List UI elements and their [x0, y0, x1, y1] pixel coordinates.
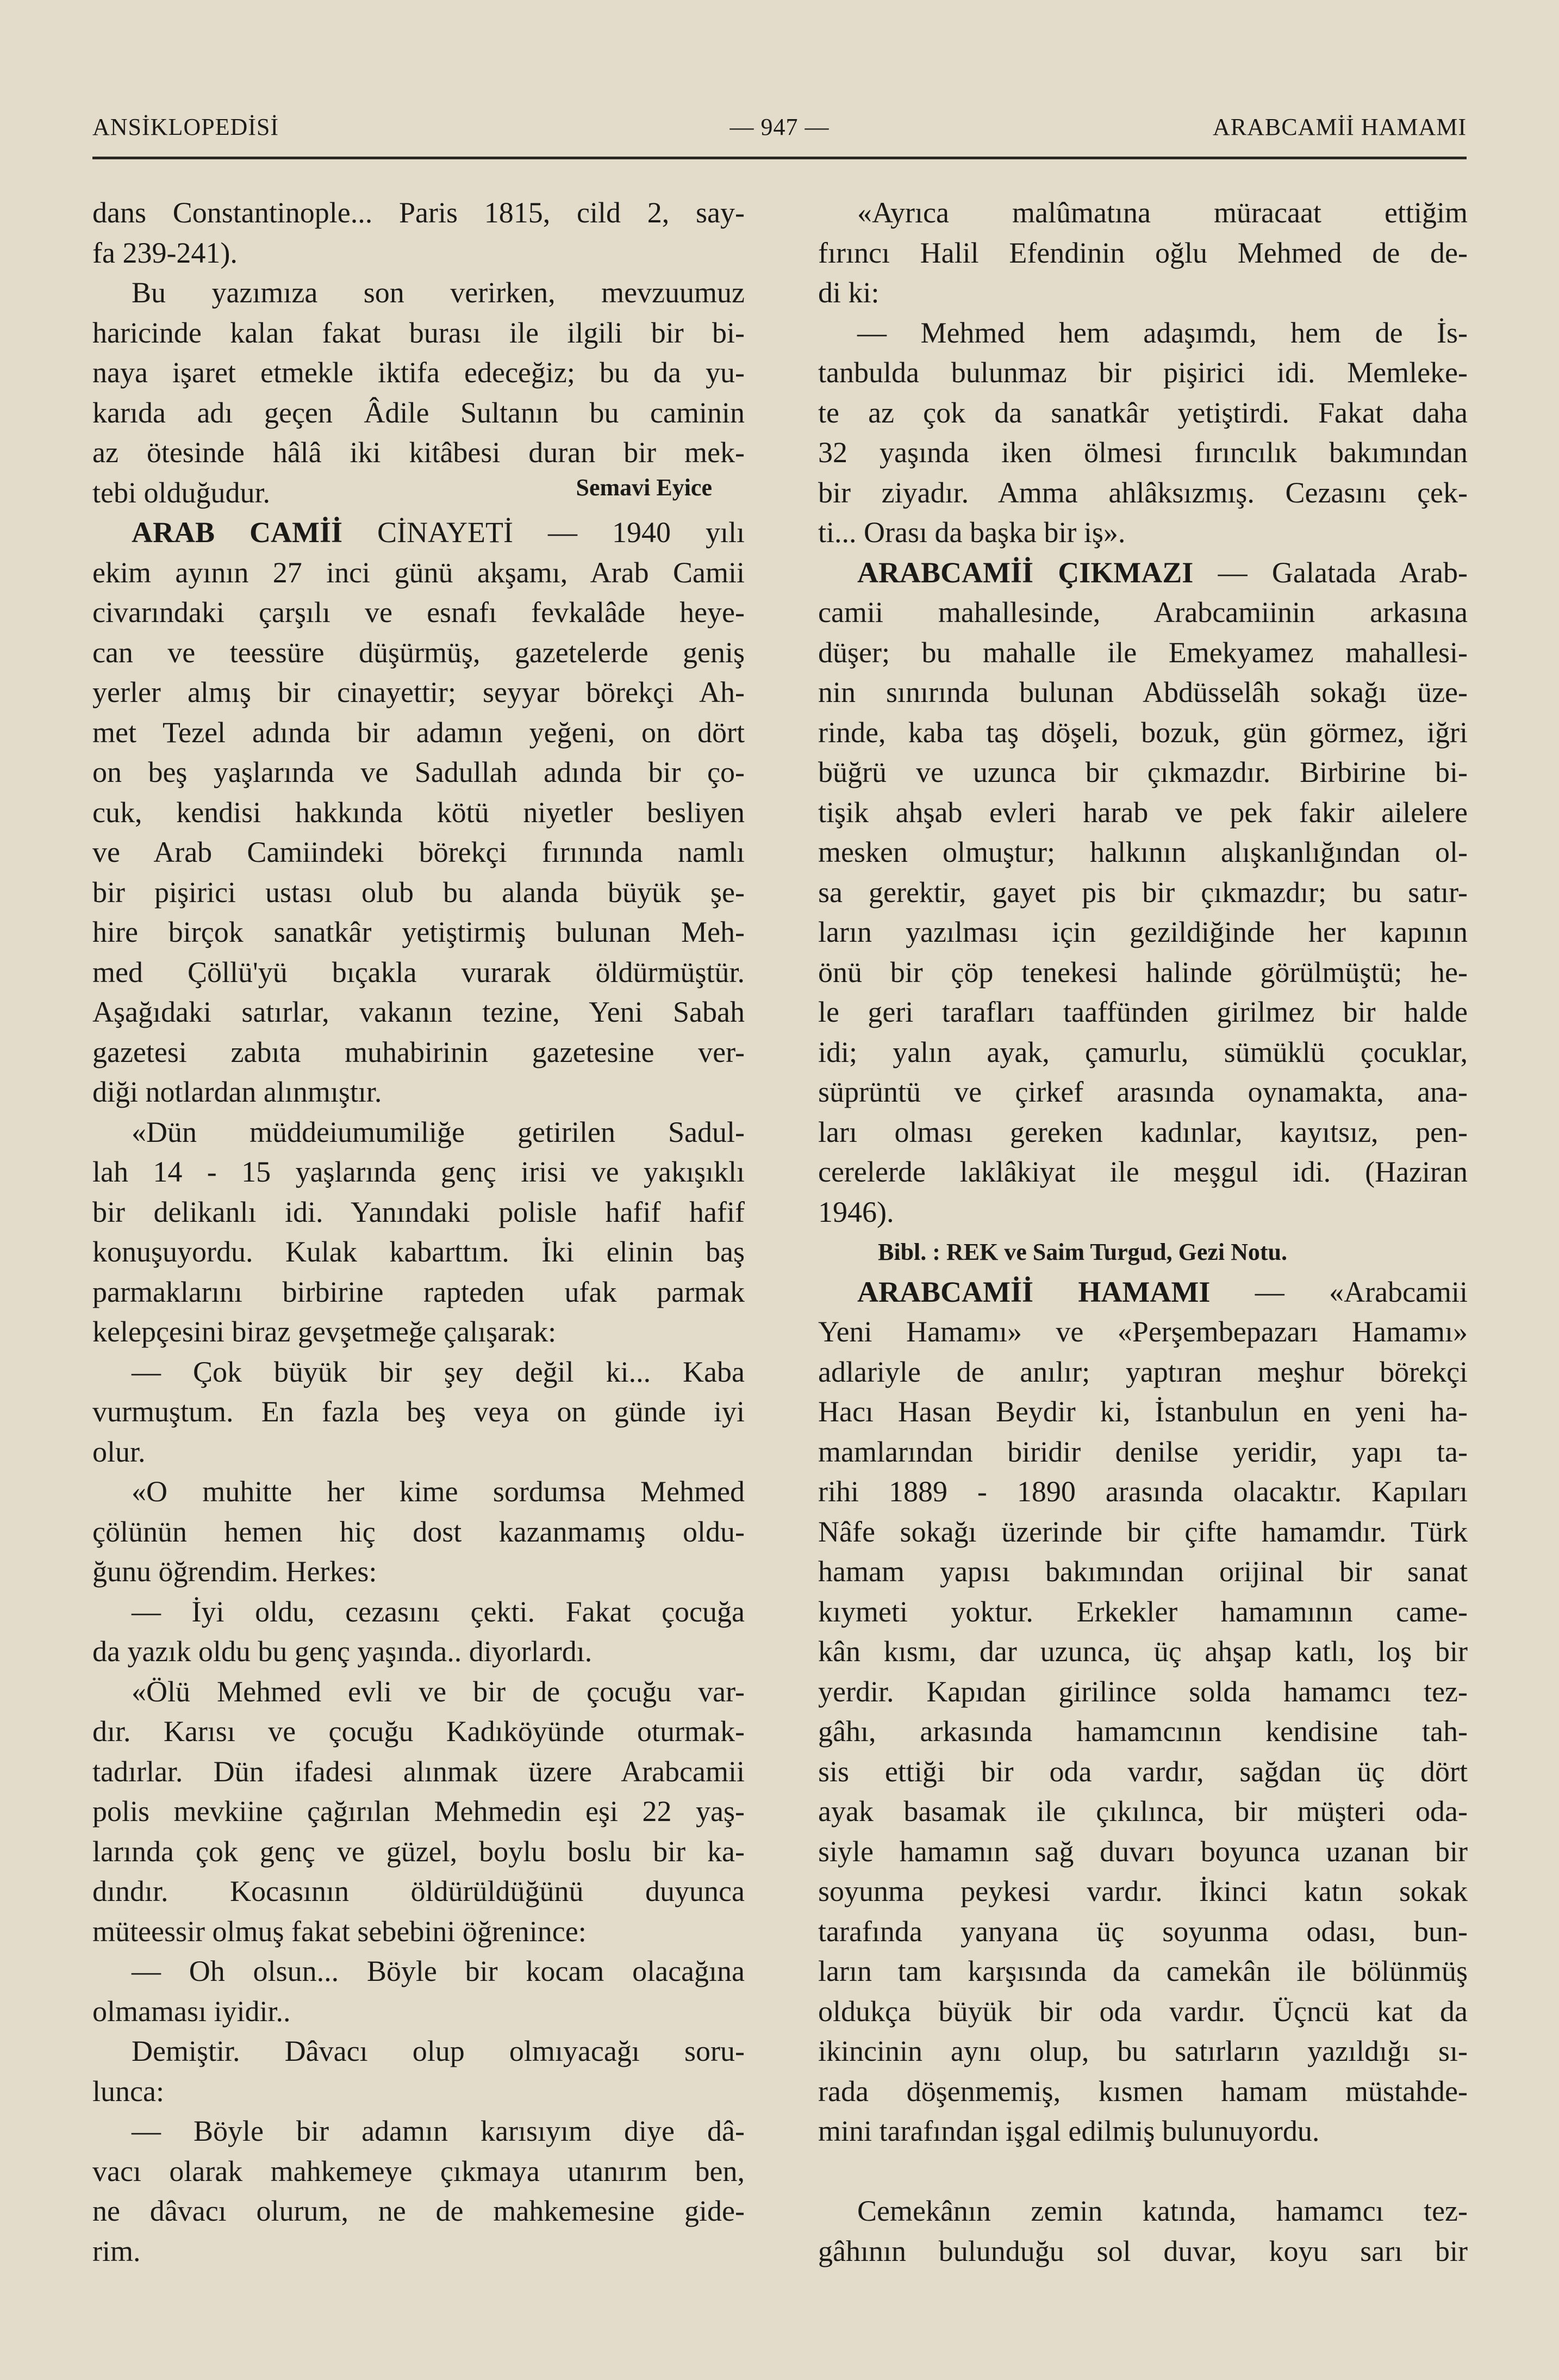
text-line — [92, 313, 745, 353]
text-line — [818, 1033, 1468, 1073]
line-text: bir delikanlı idi. Yanındaki polisle hafif hafif — [92, 1195, 745, 1228]
line-text: tarafında yanyana üç soyunma odası, bun- — [818, 1915, 1468, 1948]
text-line — [92, 1552, 745, 1592]
text-line — [818, 1113, 1468, 1153]
text-line — [818, 832, 1468, 873]
text-line — [92, 1113, 745, 1153]
text-line — [92, 1072, 745, 1113]
line-text: «Dün müddeiumumiliğe getirilen Sadul- — [132, 1115, 745, 1148]
running-header — [92, 113, 1467, 151]
text-line — [92, 553, 745, 593]
text-line — [92, 473, 745, 513]
author-signature: Semavi Eyice — [576, 474, 712, 501]
line-text: 32 yaşında iken ölmesi fırıncılık bakımından — [818, 436, 1468, 469]
text-line — [92, 2152, 745, 2192]
text-line — [92, 1592, 745, 1632]
line-text: gâhı, arkasında hamamcının kendisine tah- — [818, 1715, 1468, 1748]
line-text: tadırlar. Dün ifadesi alınmak üzere Arabcamii — [92, 1755, 745, 1788]
text-line — [92, 1992, 745, 2032]
line-text: mini tarafından işgal edilmiş bulunuyordu. — [818, 2115, 1320, 2147]
line-text: önü bir çöp tenekesi halinde görülmüştü; he- — [818, 955, 1468, 989]
line-text: — Böyle bir adamın karısıyım diye dâ- — [132, 2115, 745, 2147]
page-number: — 947 — — [729, 114, 830, 140]
text-line — [818, 1512, 1468, 1552]
line-text: sa gerektir, gayet pis bir çıkmazdır; bu satır- — [818, 875, 1468, 909]
text-line — [92, 2072, 745, 2112]
line-text: Cemekânın zemin katında, hamamcı tez- — [857, 2195, 1468, 2227]
line-text: idi; yalın ayak, çamurlu, sümüklü çocuklar, — [818, 1035, 1468, 1068]
line-text: konuşuyordu. Kulak kabarttım. İki elinin baş — [92, 1235, 745, 1268]
text-line — [818, 1352, 1468, 1393]
text-line — [818, 992, 1468, 1033]
text-line — [92, 433, 745, 473]
line-text: tişik ahşab evleri harab ve pek fakir ailelere — [818, 796, 1468, 829]
text-line — [92, 713, 745, 753]
text-line — [92, 1712, 745, 1752]
text-line — [818, 1672, 1468, 1712]
line-text: rihi 1889 - 1890 arasında olacaktır. Kapıları — [818, 1475, 1468, 1508]
text-line — [818, 1272, 1468, 1313]
line-text: ları olması gereken kadınlar, kayıtsız, pen- — [818, 1115, 1468, 1148]
line-text: 1946). — [818, 1195, 894, 1228]
text-line — [818, 2072, 1468, 2112]
text-line — [818, 1912, 1468, 1952]
line-text: parmaklarını birbirine rapteden ufak parmak — [92, 1275, 745, 1308]
line-text: polis mevkiine çağırılan Mehmedin eşi 22 yaş- — [92, 1795, 745, 1828]
line-text: çölünün hemen hiç dost kazanmamış oldu- — [92, 1515, 745, 1548]
text-line — [818, 873, 1468, 913]
line-text: — Çok büyük bir şey değil ki... Kaba — [132, 1355, 745, 1388]
line-text: diği notlardan alınmıştır. — [92, 1076, 382, 1108]
line-text: ti... Orası da başka bir iş». — [818, 516, 1126, 549]
line-text: müteessir olmuş fakat sebebini öğrenince: — [92, 1915, 587, 1948]
text-line — [818, 713, 1468, 753]
right-column — [818, 193, 1468, 2271]
line-text: da yazık oldu bu genç yaşında.. diyorlardı. — [92, 1635, 593, 1668]
text-line — [818, 2031, 1468, 2072]
text-line — [92, 633, 745, 673]
text-line — [92, 1033, 745, 1073]
line-text: büğrü ve uzunca bir çıkmazdır. Birbirine bi- — [818, 756, 1468, 788]
line-text: «Ayrıca malûmatına müracaat ettiğim — [857, 196, 1468, 229]
text-line — [818, 1632, 1468, 1672]
line-text: — Galatada Arab- — [1193, 556, 1468, 589]
text-line — [92, 233, 745, 274]
text-line — [818, 2111, 1468, 2152]
line-text: can ve teessüre düşürmüş, gazetelerde geniş — [92, 636, 745, 669]
text-line — [92, 1512, 745, 1552]
text-line — [818, 433, 1468, 473]
line-text: ekim ayının 27 inci günü akşamı, Arab Camii — [92, 556, 745, 589]
line-text: vurmuştum. En fazla beş veya on günde iyi — [92, 1395, 745, 1428]
text-line — [92, 393, 745, 433]
line-text: bir pişirici ustası olub bu alanda büyük şe- — [92, 875, 745, 909]
line-text: Yeni Hamamı» ve «Perşembepazarı Hamamı» — [818, 1315, 1468, 1348]
line-text: olur. — [92, 1435, 146, 1468]
line-text: ların tam karşısında da camekân ile bölünmüş — [818, 1955, 1468, 1987]
line-text: karıda adı geçen Âdile Sultanın bu caminin — [92, 396, 745, 429]
text-line — [818, 1432, 1468, 1472]
text-line — [92, 1232, 745, 1272]
text-line — [92, 1472, 745, 1512]
text-line — [818, 953, 1468, 993]
line-text: kelepçesini biraz gevşetmeğe çalışarak: — [92, 1315, 557, 1348]
text-line — [818, 912, 1468, 953]
left-column — [92, 193, 745, 2271]
text-line — [92, 953, 745, 993]
text-line — [818, 1552, 1468, 1592]
line-text: dans Constantinople... Paris 1815, cild 2, say- — [92, 196, 745, 229]
line-text: med Çöllü'yü bıçakla vurarak öldürmüştür. — [92, 955, 745, 989]
text-line — [818, 393, 1468, 433]
line-text: — Oh olsun... Böyle bir kocam olacağına — [132, 1955, 745, 1987]
line-text: ve Arab Camiindeki börekçi fırınında namlı — [92, 836, 745, 868]
line-text: larında çok genç ve güzel, boylu boslu bir ka- — [92, 1835, 745, 1868]
text-line — [818, 593, 1468, 633]
text-line — [818, 1872, 1468, 1912]
line-text: vacı olarak mahkemeye çıkmaya utanırım ben, — [92, 2154, 745, 2188]
line-text: gazetesi zabıta muhabirinin gazetesine ver- — [92, 1035, 745, 1068]
article-headword: ARAB CAMİİ — [132, 516, 342, 549]
text-line — [818, 1472, 1468, 1512]
text-line — [818, 273, 1468, 313]
header-rule — [92, 157, 1467, 159]
line-text: rada döşenmemiş, kısmen hamam müstahde- — [818, 2074, 1468, 2108]
line-text: Hacı Hasan Beydir ki, İstanbulun en yeni ha- — [818, 1395, 1468, 1428]
line-text: süprüntü ve çirkef arasında oynamakta, ana- — [818, 1076, 1468, 1108]
article-headword: ARABCAMİİ ÇIKMAZI — [857, 556, 1194, 589]
text-line — [818, 1952, 1468, 1992]
line-text: — «Arabcamii — [1210, 1275, 1468, 1308]
line-text: fırıncı Halil Efendinin oğlu Mehmed de de- — [818, 236, 1468, 269]
text-line — [818, 1152, 1468, 1192]
line-text: te az çok da sanatkâr yetiştirdi. Fakat daha — [818, 396, 1468, 429]
text-line — [818, 473, 1468, 513]
line-text: sis ettiği bir oda vardır, sağdan üç dört — [818, 1755, 1468, 1788]
line-text: yerler almış bir cinayettir; seyyar börekçi Ah- — [92, 676, 745, 709]
line-text: rinde, kaba taş döşeli, bozuk, gün görmez, iğri — [818, 716, 1468, 749]
line-text: cuk, kendisi hakkında kötü niyetler besliyen — [92, 796, 745, 829]
line-text: ğunu öğrendim. Herkes: — [92, 1555, 377, 1588]
text-line — [818, 673, 1468, 713]
line-text: olmaması iyidir.. — [92, 1994, 291, 2028]
text-line — [92, 353, 745, 393]
line-text: rim. — [92, 2234, 141, 2267]
line-text: naya işaret etmekle iktifa edeceğiz; bu da yu- — [92, 356, 745, 389]
line-text: «O muhitte her kime sordumsa Mehmed — [132, 1475, 745, 1508]
text-line — [818, 1072, 1468, 1113]
text-line — [92, 992, 745, 1033]
text-line — [92, 1152, 745, 1192]
line-text: camii mahallesinde, Arabcamiinin arkasına — [818, 596, 1468, 629]
line-text: düşer; bu mahalle ile Emekyamez mahallesi- — [818, 636, 1468, 669]
line-text: ikincinin aynı olup, bu satırların yazıldığı sı- — [818, 2035, 1468, 2067]
text-line — [92, 1192, 745, 1233]
text-line — [92, 1952, 745, 1992]
line-text: dındır. Kocasının öldürüldüğünü duyunca — [92, 1875, 745, 1907]
text-line — [92, 1632, 745, 1672]
text-line — [92, 1792, 745, 1832]
line-text: le geri tarafları taaffünden girilmez bir halde — [818, 996, 1468, 1028]
line-text: oldukça büyük bir oda vardır. Üçncü kat da — [818, 1994, 1468, 2028]
line-text: fa 239-241). — [92, 236, 238, 269]
line-text: — Mehmed hem adaşımdı, hem de İs- — [857, 316, 1468, 349]
text-line — [92, 1432, 745, 1472]
line-text: az ötesinde hâlâ iki kitâbesi duran bir mek- — [92, 436, 745, 469]
text-line — [818, 353, 1468, 393]
text-line — [818, 1832, 1468, 1872]
line-text: Aşağıdaki satırlar, vakanın tezine, Yeni Sabah — [92, 996, 745, 1028]
text-line — [92, 753, 745, 793]
text-line — [818, 2191, 1468, 2232]
text-line — [92, 2031, 745, 2072]
line-text: gâhının bulunduğu sol duvar, koyu sarı bir — [818, 2234, 1468, 2267]
line-text: Bibl. : REK ve Saim Turgud, Gezi Notu. — [878, 1239, 1288, 1265]
text-line — [92, 912, 745, 953]
text-line — [818, 633, 1468, 673]
header-right: ARABCAMİİ HAMAMI — [1212, 114, 1467, 140]
line-text: haricinde kalan fakat burası ile ilgili bir bi- — [92, 316, 745, 349]
text-line — [92, 1352, 745, 1393]
text-line — [818, 313, 1468, 353]
text-line — [818, 1232, 1468, 1272]
line-text: adlariyle de anılır; yaptıran meşhur börekçi — [818, 1355, 1468, 1388]
line-text: kıymeti yoktur. Erkekler hamamının came- — [818, 1595, 1468, 1628]
line-text: ların yazılması için gezildiğinde her kapının — [818, 916, 1468, 948]
text-line — [92, 1392, 745, 1432]
line-text: hire birçok sanatkâr yetiştirmiş bulunan Meh- — [92, 916, 745, 948]
text-line — [818, 553, 1468, 593]
line-text: on beş yaşlarında ve Sadullah adında bir ço- — [92, 756, 745, 788]
text-line — [818, 193, 1468, 233]
text-line — [92, 832, 745, 873]
line-text: siyle hamamın sağ duvarı boyunca uzanan bir — [818, 1835, 1468, 1868]
text-line — [92, 2191, 745, 2232]
line-text: «Ölü Mehmed evli ve bir de çocuğu var- — [132, 1675, 745, 1708]
line-text: Demiştir. Dâvacı olup olmıyacağı soru- — [132, 2035, 745, 2067]
line-text: CİNAYETİ — 1940 yılı — [342, 516, 745, 549]
text-line — [92, 2232, 745, 2272]
text-line — [92, 2111, 745, 2152]
text-line — [818, 1752, 1468, 1792]
text-line — [818, 233, 1468, 274]
text-line — [818, 1312, 1468, 1352]
line-text: di ki: — [818, 276, 880, 309]
text-line — [818, 753, 1468, 793]
line-text: Bu yazımıza son verirken, mevzuumuz — [132, 276, 745, 309]
article-headword: ARABCAMİİ HAMAMI — [857, 1275, 1211, 1308]
line-text: met Tezel adında bir adamın yeğeni, on dört — [92, 716, 745, 749]
text-line — [818, 1392, 1468, 1432]
line-text: dır. Karısı ve çocuğu Kadıköyünde oturmak- — [92, 1715, 745, 1748]
text-line — [818, 1192, 1468, 1233]
text-line — [92, 1312, 745, 1352]
text-line — [92, 1912, 745, 1952]
text-line — [818, 2152, 1468, 2192]
line-text: civarındaki çarşılı ve esnafı fevkalâde heye- — [92, 596, 745, 629]
line-text: lah 14 - 15 yaşlarında genç irisi ve yakışıklı — [92, 1155, 745, 1188]
text-line — [92, 1672, 745, 1712]
line-text: ayak basamak ile çıkılınca, bir müşteri oda- — [818, 1795, 1468, 1828]
text-line — [92, 273, 745, 313]
header-left: ANSİKLOPEDİSİ — [92, 114, 279, 140]
text-line — [92, 793, 745, 833]
line-text: mesken olmuştur; halkının alışkanlığından ol- — [818, 836, 1468, 868]
text-line — [92, 1752, 745, 1792]
text-line — [92, 673, 745, 713]
line-text: lunca: — [92, 2074, 164, 2108]
line-text: cerelerde laklâkiyat ile meşgul idi. (Haziran — [818, 1155, 1468, 1188]
line-text: kân kısmı, dar uzunca, üç ahşap katlı, loş bir — [818, 1635, 1468, 1668]
text-line — [92, 873, 745, 913]
text-line — [818, 1592, 1468, 1632]
text-line — [818, 513, 1468, 553]
line-text: Nâfe sokağı üzerinde bir çifte hamamdır. Türk — [818, 1515, 1468, 1548]
line-text: — İyi oldu, cezasını çekti. Fakat çocuğa — [132, 1595, 745, 1628]
line-text: ne dâvacı olurum, ne de mahkemesine gide- — [92, 2195, 745, 2227]
text-line — [92, 593, 745, 633]
text-line — [92, 193, 745, 233]
line-text: hamam yapısı bakımından orijinal bir sanat — [818, 1555, 1468, 1588]
text-line — [92, 513, 745, 553]
line-text: mamlarından biridir denilse yeridir, yapı ta- — [818, 1435, 1468, 1468]
text-line — [818, 793, 1468, 833]
text-line — [818, 1712, 1468, 1752]
text-line — [92, 1872, 745, 1912]
text-line — [92, 1832, 745, 1872]
text-line — [818, 1992, 1468, 2032]
line-text: yerdir. Kapıdan girilince solda hamamcı tez- — [818, 1675, 1468, 1708]
line-text: soyunma peykesi vardır. İkinci katın sokak — [818, 1875, 1468, 1907]
text-line — [818, 2232, 1468, 2272]
line-text: nin sınırında bulunan Abdüsselâh sokağı üze- — [818, 676, 1468, 709]
text-line — [92, 1272, 745, 1313]
text-line — [818, 1792, 1468, 1832]
line-text: tebi olduğudur. — [92, 476, 270, 509]
line-text: tanbulda bulunmaz bir pişirici idi. Memleke- — [818, 356, 1468, 389]
line-text: bir ziyadır. Amma ahlâksızmış. Cezasını çek- — [818, 476, 1468, 509]
